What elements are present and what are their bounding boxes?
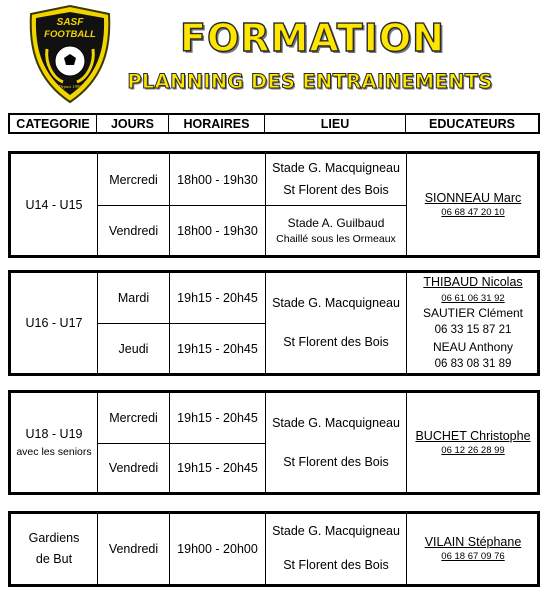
lieu-line1: Stade G. Macquigneau (272, 296, 400, 311)
educateur-phone: 06 61 06 31 92 (441, 292, 505, 304)
horaire-cell: 18h00 - 19h30 (170, 154, 266, 206)
categorie-line1: Gardiens (28, 530, 80, 545)
categorie-cell (11, 393, 98, 492)
col-header-lieu: LIEU (265, 115, 406, 132)
col-header-educateurs: EDUCATEURS (429, 116, 515, 131)
horaire-cell: 19h15 - 20h45 (170, 273, 266, 324)
lieu-cell (266, 154, 407, 206)
educateur-phone: 06 68 47 20 10 (441, 206, 505, 218)
page-title: FORMATION (180, 16, 445, 60)
lieu-cell (266, 393, 407, 492)
col-header-horaires: HORAIRES (169, 115, 265, 132)
page-subtitle: PLANNING DES ENTRAINEMENTS (127, 70, 493, 93)
educateur-phone: 06 83 08 31 89 (434, 357, 512, 370)
jour-cell: Jeudi (98, 324, 170, 373)
lieu-cell (266, 514, 407, 584)
lieu-line1: Stade G. Macquigneau (272, 524, 400, 539)
group-u14-u15 (8, 151, 540, 258)
categorie-cell (11, 514, 98, 584)
col-header-categorie: CATEGORIE (10, 115, 97, 132)
categorie-cell: U16 - U17 (11, 273, 98, 373)
lieu-cell (266, 273, 407, 373)
lieu-line2: St Florent des Bois (283, 335, 389, 349)
educateur-cell (407, 393, 539, 492)
lieu-line1: Stade G. Macquigneau (272, 415, 400, 430)
educateur-phone: 06 12 26 28 99 (441, 444, 505, 456)
club-logo (27, 4, 113, 104)
horaire-cell: 19h15 - 20h45 (170, 393, 266, 444)
lieu-line2: St Florent des Bois (283, 182, 389, 197)
lieu-line1: Stade G. Macquigneau (272, 160, 400, 175)
lieu-line2: Chaillé sous les Ormeaux (276, 232, 396, 245)
jour-cell: Vendredi (98, 206, 170, 255)
categorie-line2: de But (35, 552, 73, 566)
educateur-name: NEAU Anthony (432, 339, 514, 354)
categorie-cell: U14 - U15 (11, 154, 98, 255)
categorie-note: avec les seniors (16, 446, 92, 459)
svg-text:FOOTBALL: FOOTBALL (44, 29, 96, 40)
jour-cell: Vendredi (98, 514, 170, 584)
jour-cell: Mercredi (98, 154, 170, 206)
group-u18-u19 (8, 390, 540, 495)
educateur-cell (407, 273, 539, 373)
svg-text:SASF: SASF (56, 17, 84, 28)
educateur-name: SIONNEAU Marc (424, 190, 522, 205)
horaire-cell: 18h00 - 19h30 (170, 206, 266, 255)
horaire-cell: 19h15 - 20h45 (170, 324, 266, 373)
horaire-cell: 19h00 - 20h00 (170, 514, 266, 584)
col-header-jours: JOURS (97, 115, 169, 132)
group-u16-u17 (8, 270, 540, 376)
jour-cell: Vendredi (98, 444, 170, 492)
lieu-line1: Stade A. Guilbaud (287, 215, 385, 230)
horaire-cell: 19h15 - 20h45 (170, 444, 266, 492)
educateur-name: SAUTIER Clément (422, 306, 524, 321)
column-header-row (8, 113, 540, 134)
svg-text:Depuis 1999: Depuis 1999 (58, 84, 82, 89)
educateur-name: THIBAUD Nicolas (423, 275, 523, 290)
educateur-phone: 06 33 15 87 21 (434, 324, 512, 337)
educateur-name: BUCHET Christophe (415, 428, 531, 443)
group-gardiens (8, 511, 540, 587)
educateur-name: VILAIN Stéphane (424, 535, 522, 550)
jour-cell: Mardi (98, 273, 170, 324)
lieu-cell (266, 206, 407, 255)
educateur-cell (407, 514, 539, 584)
educateur-phone: 06 18 67 09 76 (441, 551, 505, 563)
lieu-line2: St Florent des Bois (283, 454, 389, 469)
lieu-line2: St Florent des Bois (283, 558, 389, 572)
categorie-label: U18 - U19 (25, 427, 83, 442)
jour-cell: Mercredi (98, 393, 170, 444)
educateur-cell (407, 154, 539, 255)
